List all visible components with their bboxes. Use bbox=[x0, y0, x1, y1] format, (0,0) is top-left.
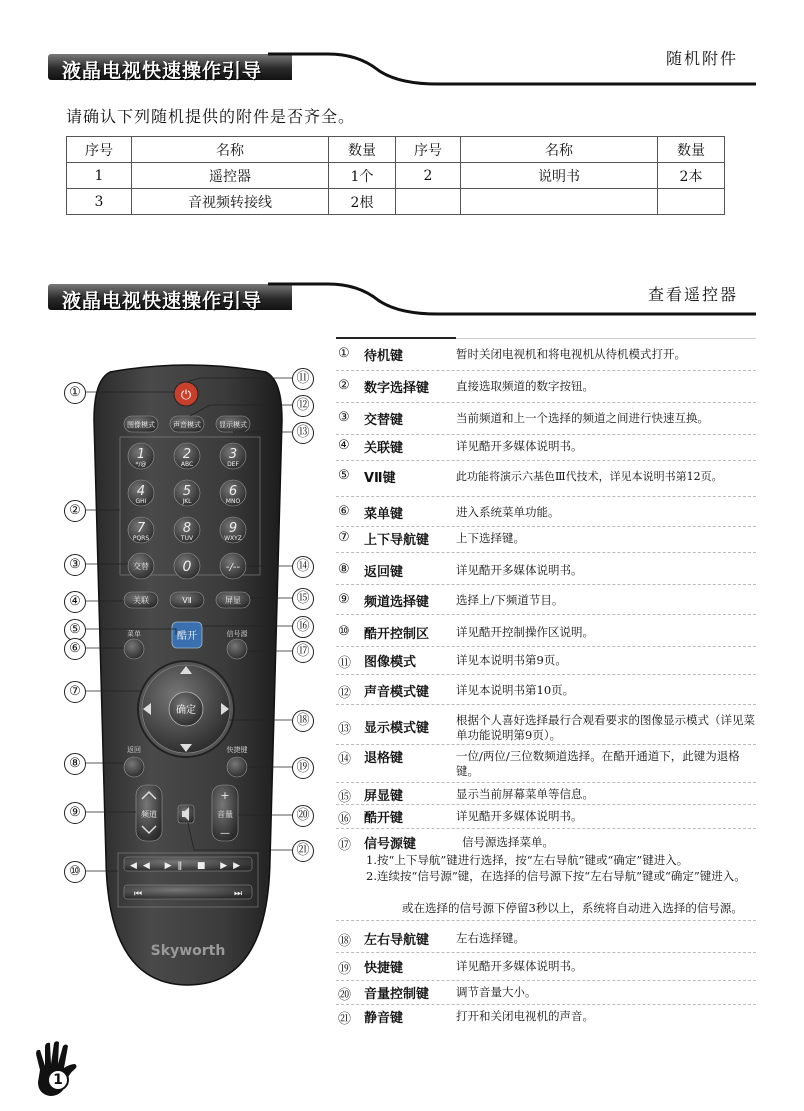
number-key-3[interactable] bbox=[220, 443, 246, 469]
legend-number: ④ bbox=[338, 438, 350, 453]
legend-number: ⑭ bbox=[338, 752, 352, 767]
legend-number: ⑥ bbox=[338, 504, 350, 519]
picture-mode-button[interactable] bbox=[124, 416, 158, 432]
media-controls-icon: ◀◀ ▶ǁ ■ ▶▶ bbox=[129, 861, 247, 871]
legend-row bbox=[336, 562, 756, 585]
legend-number: ⑫ bbox=[338, 686, 352, 701]
legend-name: 静音键 bbox=[364, 1011, 404, 1026]
legend-name: VⅡ键 bbox=[364, 471, 396, 486]
key-letters: DEF bbox=[227, 461, 239, 468]
table-header: 序号 bbox=[396, 137, 461, 163]
legend-row bbox=[336, 748, 756, 783]
legend-name: 返回键 bbox=[364, 565, 404, 580]
legend-desc: 显示当前屏幕菜单等信息。 bbox=[456, 787, 594, 801]
legend-name: 声音模式键 bbox=[364, 685, 430, 700]
channel-rocker[interactable] bbox=[136, 785, 162, 841]
key-digit: 8 bbox=[182, 521, 192, 536]
key-digit: 4 bbox=[136, 484, 146, 499]
callout-7: ⑦ bbox=[64, 681, 86, 703]
key-digit: 9 bbox=[228, 521, 238, 536]
legend-desc: 调节音量大小。 bbox=[456, 985, 537, 999]
volume-minus: — bbox=[220, 828, 230, 839]
shortcut-button[interactable] bbox=[227, 757, 247, 777]
callout-6: ⑥ bbox=[64, 638, 86, 660]
callout-9: ⑨ bbox=[64, 802, 86, 824]
legend-name: 数字选择键 bbox=[364, 381, 430, 396]
legend-number: ⑯ bbox=[338, 812, 352, 827]
ok-label: 确定 bbox=[176, 705, 196, 716]
cool-button[interactable] bbox=[172, 622, 202, 648]
callout-21: ㉑ bbox=[292, 840, 314, 862]
number-key-5[interactable] bbox=[174, 480, 200, 506]
table-cell bbox=[658, 189, 725, 215]
callout-13: ⑬ bbox=[292, 422, 314, 444]
key-digit: 2 bbox=[182, 447, 192, 462]
legend-name: 快捷键 bbox=[364, 961, 404, 976]
legend-desc: 详见酷开控制操作区说明。 bbox=[456, 625, 594, 639]
legend-row bbox=[336, 1008, 756, 1026]
key-digit: -/-- bbox=[225, 562, 241, 573]
legend-name: 上下导航键 bbox=[364, 533, 430, 548]
volume-plus: + bbox=[220, 789, 230, 802]
remote-illustration bbox=[0, 0, 330, 1000]
legend-row bbox=[336, 682, 756, 705]
legend-name: 交替键 bbox=[364, 413, 404, 428]
volume-label: 音量 bbox=[217, 810, 233, 819]
number-key-6[interactable] bbox=[220, 480, 246, 506]
table-cell: 2 bbox=[396, 163, 461, 189]
callout-18: ⑱ bbox=[292, 710, 314, 732]
legend-row bbox=[336, 346, 756, 371]
legend-desc: 信号源选择菜单。 bbox=[462, 835, 554, 849]
key-digit: 0 bbox=[182, 559, 192, 575]
callout-11: ⑪ bbox=[292, 368, 314, 390]
key-letters: PQRS bbox=[132, 535, 150, 542]
screen-display-label: 屏显 bbox=[225, 596, 241, 605]
legend-desc: 根据个人喜好选择最行合观看要求的图像显示模式（详见菜单功能说明第9页）。 bbox=[456, 713, 755, 742]
assoc-label: 关联 bbox=[133, 596, 149, 605]
callout-19: ⑲ bbox=[292, 757, 314, 779]
table-cell: 3 bbox=[67, 189, 132, 215]
header-right-title: 查看遥控器 bbox=[647, 285, 738, 304]
legend-desc: 进入系统菜单功能。 bbox=[456, 505, 560, 519]
display-mode-label: 显示模式 bbox=[219, 421, 247, 429]
legend-row bbox=[336, 504, 756, 527]
header-title: 液晶电视快速操作引导 bbox=[62, 60, 263, 82]
legend-row bbox=[336, 530, 756, 553]
sound-mode-button[interactable] bbox=[170, 416, 204, 432]
legend-name: 屏显键 bbox=[364, 789, 404, 804]
volume-rocker[interactable] bbox=[212, 785, 238, 841]
assoc-button[interactable] bbox=[124, 592, 158, 608]
svg-text:⏻: ⏻ bbox=[180, 388, 192, 403]
callout-4: ④ bbox=[64, 591, 86, 613]
back-button[interactable] bbox=[124, 757, 144, 777]
callout-17: ⑰ bbox=[292, 641, 314, 663]
legend-desc: 左右选择键。 bbox=[456, 931, 525, 945]
shortcut-label: 快捷键 bbox=[226, 746, 248, 754]
legend-desc: 当前频道和上一个选择的频道之间进行快速互换。 bbox=[456, 411, 709, 425]
skip-back-icon: ⏮ bbox=[133, 889, 143, 899]
legend-row bbox=[336, 958, 756, 981]
legend-number: ⑩ bbox=[338, 624, 350, 639]
table-cell: 2根 bbox=[329, 189, 396, 215]
back-label: 返回 bbox=[127, 746, 141, 754]
table-cell: 1个 bbox=[329, 163, 396, 189]
legend-desc: 详见本说明书第9页。 bbox=[456, 653, 567, 667]
intro-text: 请确认下列随机提供的附件是否齐全。 bbox=[66, 107, 356, 126]
callout-8: ⑧ bbox=[64, 753, 86, 775]
legend-number: ⑮ bbox=[338, 790, 352, 805]
legend-number: ⑬ bbox=[338, 722, 352, 737]
legend-number: ⑦ bbox=[338, 530, 350, 545]
table-header: 名称 bbox=[132, 137, 329, 163]
ok-button[interactable] bbox=[169, 692, 203, 726]
key-digit: 1 bbox=[136, 447, 146, 462]
source-label: 信号源 bbox=[226, 630, 248, 638]
callout-2: ② bbox=[64, 500, 86, 522]
number-key-9[interactable] bbox=[220, 517, 246, 543]
callout-5: ⑤ bbox=[64, 619, 86, 641]
legend-number: ⑰ bbox=[338, 838, 352, 853]
legend-desc: 详见酷开多媒体说明书。 bbox=[456, 959, 583, 973]
key-digit: 3 bbox=[228, 447, 238, 462]
key-letters: */@ bbox=[135, 461, 147, 468]
legend-row bbox=[336, 592, 756, 615]
legend-row bbox=[336, 834, 756, 921]
key-letters: GHI bbox=[135, 498, 147, 505]
callout-16: ⑯ bbox=[292, 616, 314, 638]
source-note: 1.按“上下导航”键进行选择，按“左右导航”键或“确定”键进入。 bbox=[366, 853, 689, 867]
key-letters: MNO bbox=[225, 498, 241, 505]
callout-20: ⑳ bbox=[292, 805, 314, 827]
swap-button[interactable] bbox=[128, 553, 154, 579]
number-key-2[interactable] bbox=[174, 443, 200, 469]
legend-row bbox=[336, 378, 756, 403]
key-letters: WXYZ bbox=[224, 535, 242, 542]
legend-desc: 直接选取频道的数字按钮。 bbox=[456, 379, 594, 393]
legend-name: 显示模式键 bbox=[364, 721, 430, 736]
key-letters: TUV bbox=[180, 535, 194, 542]
legend-name: 退格键 bbox=[364, 751, 404, 766]
legend-name: 酷开键 bbox=[364, 811, 404, 826]
legend-number: ⑲ bbox=[338, 962, 352, 977]
key-letters: ABC bbox=[180, 461, 194, 468]
table-cell bbox=[396, 189, 461, 215]
callout-15: ⑮ bbox=[292, 588, 314, 610]
legend-row bbox=[336, 712, 756, 745]
legend-desc: 选择上/下频道节目。 bbox=[456, 593, 564, 607]
number-key-8[interactable] bbox=[174, 517, 200, 543]
table-cell: 遥控器 bbox=[132, 163, 329, 189]
legend-desc: 暂时关闭电视机和将电视机从待机模式打开。 bbox=[456, 347, 686, 361]
header-right-title: 随机附件 bbox=[665, 49, 738, 68]
media-skip-bar[interactable] bbox=[124, 885, 252, 899]
legend-name: 图像模式 bbox=[364, 655, 417, 670]
legend-desc: 详见酷开多媒体说明书。 bbox=[456, 563, 583, 577]
display-mode-button[interactable] bbox=[216, 416, 250, 432]
page-hand-icon bbox=[30, 1040, 86, 1100]
sound-mode-label: 声音模式 bbox=[173, 421, 201, 429]
legend-row bbox=[336, 438, 756, 461]
key-digit: 6 bbox=[228, 484, 238, 499]
table-header: 数量 bbox=[658, 137, 725, 163]
legend-row bbox=[336, 930, 756, 953]
legend-name: 信号源键 bbox=[364, 837, 417, 852]
skip-forward-icon: ⏭ bbox=[233, 889, 243, 899]
legend-desc: 上下选择键。 bbox=[456, 531, 525, 545]
table-cell: 说明书 bbox=[461, 163, 658, 189]
legend-name: 左右导航键 bbox=[364, 933, 430, 948]
callout-1: ① bbox=[64, 382, 86, 404]
picture-mode-label: 图像模式 bbox=[127, 421, 155, 429]
legend-row bbox=[336, 808, 756, 829]
v2-label: VⅡ bbox=[182, 596, 192, 605]
source-note: 2.连续按“信号源”键，在选择的信号源下按“左右导航”键或“确定”键进入。 bbox=[366, 869, 746, 883]
cool-label: 酷开 bbox=[177, 631, 197, 642]
legend-number: ⑨ bbox=[338, 592, 350, 607]
number-key-1[interactable] bbox=[128, 443, 154, 469]
legend-name: 酷开控制区 bbox=[364, 627, 430, 642]
source-note: 或在选择的信号源下停留3秒以上，系统将自动进入选择的信号源。 bbox=[402, 901, 743, 915]
table-cell bbox=[461, 189, 658, 215]
table-cell: 1 bbox=[67, 163, 132, 189]
legend-row bbox=[336, 786, 756, 805]
legend-name: 关联键 bbox=[364, 441, 404, 456]
legend-number: ① bbox=[338, 346, 350, 361]
legend-divider bbox=[336, 338, 756, 339]
legend-number: ③ bbox=[338, 410, 350, 425]
callout-14: ⑭ bbox=[292, 556, 314, 578]
table-cell: 音视频转接线 bbox=[132, 189, 329, 215]
mute-button[interactable] bbox=[178, 805, 194, 823]
legend-row bbox=[336, 624, 756, 647]
key-digit: 7 bbox=[136, 521, 146, 536]
legend-name: 待机键 bbox=[364, 349, 404, 364]
legend-name: 菜单键 bbox=[364, 507, 404, 522]
callout-12: ⑫ bbox=[292, 395, 314, 417]
legend-row bbox=[336, 984, 756, 1005]
legend-row bbox=[336, 468, 756, 497]
legend-desc: 详见酷开多媒体说明书。 bbox=[456, 809, 583, 823]
legend-row bbox=[336, 652, 756, 675]
legend-number: ② bbox=[338, 378, 350, 393]
table-cell: 2本 bbox=[658, 163, 725, 189]
source-button[interactable] bbox=[227, 639, 247, 659]
callout-3: ③ bbox=[64, 554, 86, 576]
menu-button[interactable] bbox=[124, 639, 144, 659]
key-letters: JKL bbox=[182, 498, 192, 505]
legend-number: ⑪ bbox=[338, 656, 352, 671]
legend-desc: 打开和关闭电视机的声音。 bbox=[456, 1009, 594, 1023]
menu-label: 菜单 bbox=[127, 630, 141, 638]
table-header: 序号 bbox=[67, 137, 132, 163]
legend-desc: 此功能将演示六基色Ⅲ代技术，详见本说明书第12页。 bbox=[456, 470, 723, 483]
legend-desc: 详见酷开多媒体说明书。 bbox=[456, 439, 583, 453]
brand-logo: Skyworth bbox=[150, 943, 226, 959]
legend-desc: 详见本说明书第10页。 bbox=[456, 683, 575, 697]
channel-label: 频道 bbox=[141, 810, 157, 819]
number-key-7[interactable] bbox=[128, 517, 154, 543]
header-title: 液晶电视快速操作引导 bbox=[62, 290, 263, 312]
legend-number: ⑤ bbox=[338, 468, 350, 483]
legend-number: ⑳ bbox=[338, 988, 352, 1003]
v2-button[interactable] bbox=[170, 592, 204, 608]
digit-dash-button[interactable] bbox=[220, 553, 246, 579]
number-key-4[interactable] bbox=[128, 480, 154, 506]
swap-label: 交替 bbox=[133, 562, 149, 571]
legend-number: ⑧ bbox=[338, 562, 350, 577]
legend-name: 音量控制键 bbox=[364, 987, 430, 1002]
page-number: 1 bbox=[53, 1072, 63, 1088]
legend-number: ㉑ bbox=[338, 1012, 352, 1027]
table-header: 数量 bbox=[329, 137, 396, 163]
number-key-0[interactable] bbox=[174, 553, 200, 579]
screen-display-button[interactable] bbox=[216, 592, 250, 608]
table-header: 名称 bbox=[461, 137, 658, 163]
key-digit: 5 bbox=[182, 484, 192, 499]
callout-10: ⑩ bbox=[64, 861, 86, 883]
legend-number: ⑱ bbox=[338, 934, 352, 949]
legend-name: 频道选择键 bbox=[364, 595, 430, 610]
legend-desc: 一位/两位/三位数频道选择。在酷开通道下，此键为退格键。 bbox=[456, 749, 740, 778]
legend-row bbox=[336, 410, 756, 435]
